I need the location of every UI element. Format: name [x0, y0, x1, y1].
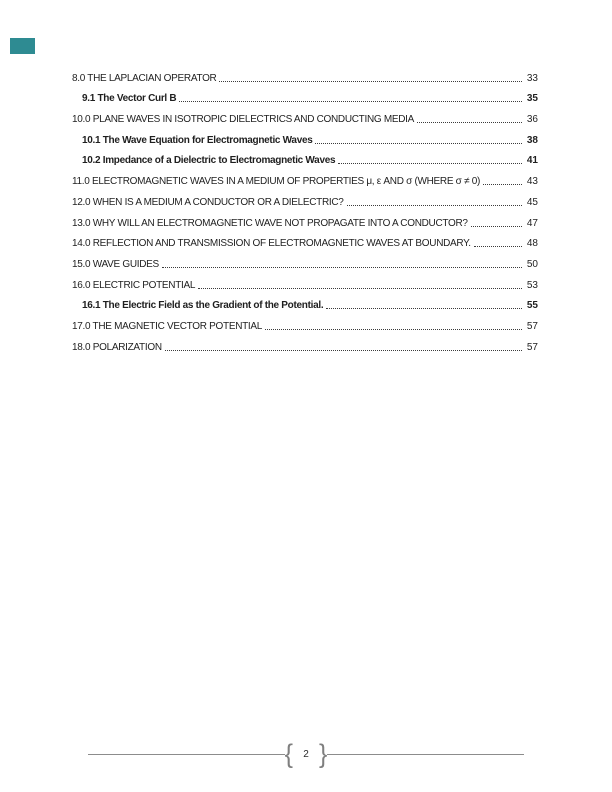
- table-of-contents: [72, 67, 538, 357]
- dot-leader: [179, 101, 522, 102]
- page-number: 2: [303, 748, 309, 760]
- corner-highlight: [10, 38, 35, 54]
- dot-leader: [483, 184, 522, 185]
- dot-leader: [347, 205, 522, 206]
- dot-leader: [471, 226, 522, 227]
- toc-entry[interactable]: [72, 129, 538, 150]
- toc-entry-title: 11.0 ELECTROMAGNETIC WAVES IN A MEDIUM OF PROPERTIES μ, ε AND σ (WHERE σ ≠ 0): [72, 176, 480, 188]
- toc-entry[interactable]: [72, 315, 538, 336]
- dot-leader: [417, 122, 522, 123]
- toc-entry[interactable]: [72, 67, 538, 88]
- dot-leader: [162, 267, 522, 268]
- toc-entry-title: 13.0 WHY WILL AN ELECTROMAGNETIC WAVE NOT PROPAGATE INTO A CONDUCTOR?: [72, 217, 468, 229]
- dot-leader: [326, 308, 522, 309]
- toc-entry-title: 18.0 POLARIZATION: [72, 341, 162, 353]
- toc-entry-title: 10.0 PLANE WAVES IN ISOTROPIC DIELECTRICS AND CONDUCTING MEDIA: [72, 114, 415, 126]
- toc-entry-page: 36: [526, 114, 538, 126]
- toc-entry-page: 57: [526, 320, 538, 332]
- dot-leader: [315, 143, 522, 144]
- toc-entry[interactable]: [72, 191, 538, 212]
- right-brace-decoration: }: [319, 739, 328, 769]
- left-brace-decoration: {: [284, 739, 293, 769]
- toc-entry-title: 9.1 The Vector Curl B: [82, 93, 177, 105]
- toc-entry-page: 33: [526, 72, 538, 84]
- dot-leader: [198, 288, 522, 289]
- toc-entry[interactable]: [72, 170, 538, 191]
- page-footer: [88, 741, 524, 767]
- toc-entry-page: 43: [526, 176, 538, 188]
- dot-leader: [338, 163, 522, 164]
- toc-entry[interactable]: [72, 336, 538, 357]
- toc-entry[interactable]: [72, 233, 538, 254]
- toc-entry-title: 10.2 Impedance of a Dielectric to Electromagnetic Waves: [82, 155, 336, 167]
- dot-leader: [474, 246, 522, 247]
- footer-rule-right: [327, 754, 524, 755]
- toc-entry[interactable]: [72, 88, 538, 109]
- toc-entry[interactable]: [72, 150, 538, 171]
- dot-leader: [165, 350, 522, 351]
- toc-entry-page: 53: [526, 279, 538, 291]
- toc-entry-page: 41: [526, 155, 538, 167]
- toc-entry-title: 10.1 The Wave Equation for Electromagnetic Waves: [82, 134, 313, 146]
- toc-entry[interactable]: [72, 108, 538, 129]
- toc-entry-title: 17.0 THE MAGNETIC VECTOR POTENTIAL: [72, 320, 263, 332]
- toc-entry-page: 38: [526, 134, 538, 146]
- toc-entry-page: 55: [526, 300, 538, 312]
- toc-entry-title: 12.0 WHEN IS A MEDIUM A CONDUCTOR OR A DIELECTRIC?: [72, 196, 344, 208]
- toc-entry-title: 14.0 REFLECTION AND TRANSMISSION OF ELECTROMAGNETIC WAVES AT BOUNDARY.: [72, 238, 471, 250]
- toc-entry-title: 16.0 ELECTRIC POTENTIAL: [72, 279, 196, 291]
- toc-entry-title: 16.1 The Electric Field as the Gradient of the Potential.: [82, 300, 324, 312]
- toc-entry-page: 35: [526, 93, 538, 105]
- dot-leader: [265, 329, 522, 330]
- toc-entry-page: 57: [526, 341, 538, 353]
- toc-entry-page: 47: [526, 217, 538, 229]
- toc-entry-page: 45: [526, 196, 538, 208]
- toc-entry[interactable]: [72, 212, 538, 233]
- toc-entry[interactable]: [72, 295, 538, 316]
- footer-rule-left: [88, 754, 285, 755]
- toc-entry-title: 15.0 WAVE GUIDES: [72, 258, 159, 270]
- toc-entry-page: 50: [526, 258, 538, 270]
- toc-entry[interactable]: [72, 253, 538, 274]
- dot-leader: [219, 81, 522, 82]
- toc-entry[interactable]: [72, 274, 538, 295]
- toc-entry-title: 8.0 THE LAPLACIAN OPERATOR: [72, 72, 217, 84]
- toc-entry-page: 48: [526, 238, 538, 250]
